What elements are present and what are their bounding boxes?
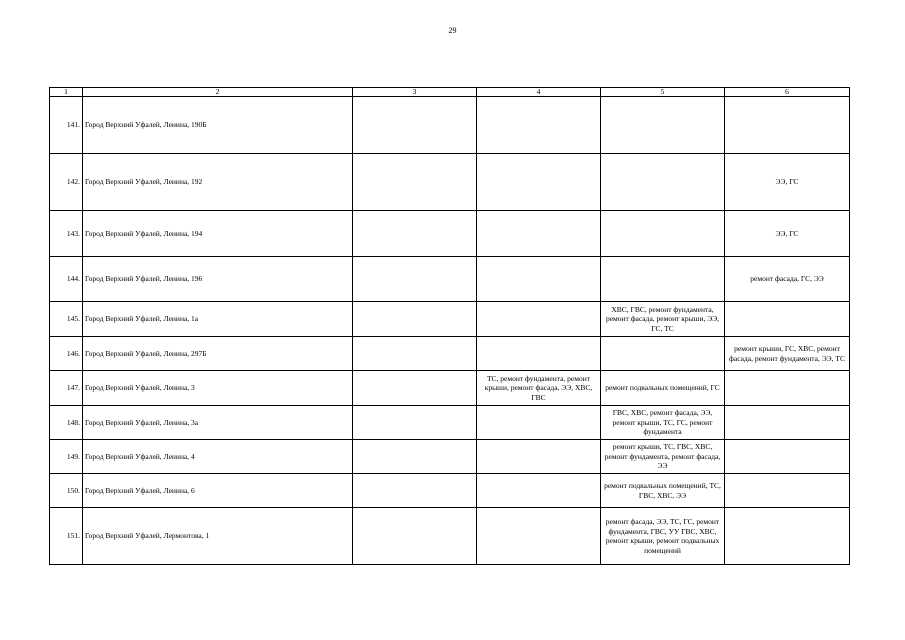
row-cell-5 — [601, 257, 725, 302]
row-address: Город Верхний Уфалей, Ленина, 297Б — [83, 337, 353, 371]
table-row — [50, 97, 850, 154]
row-cell-5: ГВС, ХВС, ремонт фасада, ЭЭ, ремонт крыши, ТС, ГС, ремонт фундамента — [601, 406, 725, 440]
row-cell-5: ремонт подвальных помещений, ТС, ГВС, ХВС, ЭЭ — [601, 474, 725, 508]
row-cell-5: ХВС, ГВС, ремонт фундамента, ремонт фасада, ремонт крыши, ЭЭ, ГС, ТС — [601, 302, 725, 337]
row-cell-6: ремонт фасада, ГС, ЭЭ — [725, 257, 850, 302]
row-cell-3 — [353, 302, 477, 337]
row-cell-3 — [353, 406, 477, 440]
row-address: Город Верхний Уфалей, Ленина, 196 — [83, 257, 353, 302]
row-cell-3 — [353, 257, 477, 302]
row-address: Город Верхний Уфалей, Ленина, 192 — [83, 154, 353, 211]
column-header-1: 1 — [50, 88, 83, 97]
row-cell-3 — [353, 211, 477, 257]
row-cell-3 — [353, 474, 477, 508]
row-number: 143. — [50, 211, 83, 257]
table-row — [50, 508, 850, 565]
row-cell-6: ЭЭ, ГС — [725, 154, 850, 211]
row-cell-3 — [353, 337, 477, 371]
row-number: 145. — [50, 302, 83, 337]
row-cell-3 — [353, 371, 477, 406]
row-cell-5 — [601, 337, 725, 371]
column-header-3: 3 — [353, 88, 477, 97]
table-row — [50, 406, 850, 440]
row-cell-4 — [477, 406, 601, 440]
row-cell-6: ЭЭ, ГС — [725, 211, 850, 257]
row-cell-5 — [601, 154, 725, 211]
row-cell-6: ремонт крыши, ГС, ХВС, ремонт фасада, ремонт фундамента, ЭЭ, ТС — [725, 337, 850, 371]
table-row — [50, 211, 850, 257]
row-cell-3 — [353, 440, 477, 474]
row-cell-5: ремонт подвальных помещений, ГС — [601, 371, 725, 406]
row-cell-6 — [725, 474, 850, 508]
row-cell-4 — [477, 211, 601, 257]
column-header-5: 5 — [601, 88, 725, 97]
table-row — [50, 302, 850, 337]
table-row — [50, 371, 850, 406]
row-cell-6 — [725, 371, 850, 406]
row-address: Город Верхний Уфалей, Ленина, 4 — [83, 440, 353, 474]
row-number: 141. — [50, 97, 83, 154]
row-cell-6 — [725, 97, 850, 154]
header-row — [50, 88, 850, 97]
row-cell-5 — [601, 211, 725, 257]
row-cell-5 — [601, 97, 725, 154]
row-cell-3 — [353, 154, 477, 211]
row-cell-4 — [477, 257, 601, 302]
column-header-2: 2 — [83, 88, 353, 97]
row-cell-4 — [477, 508, 601, 565]
table-row — [50, 474, 850, 508]
row-cell-6 — [725, 302, 850, 337]
row-cell-5: ремонт фасада, ЭЭ, ТС, ГС, ремонт фундамента, ГВС, УУ ГВС, ХВС, ремонт крыши, ремонт подвальных помещений — [601, 508, 725, 565]
row-cell-4 — [477, 302, 601, 337]
row-number: 151. — [50, 508, 83, 565]
row-number: 144. — [50, 257, 83, 302]
row-number: 142. — [50, 154, 83, 211]
row-address: Город Верхний Уфалей, Ленина, 194 — [83, 211, 353, 257]
row-cell-4 — [477, 337, 601, 371]
row-address: Город Верхний Уфалей, Ленина, 1а — [83, 302, 353, 337]
row-cell-4: ТС, ремонт фундамента, ремонт крыши, ремонт фасада, ЭЭ, ХВС, ГВС — [477, 371, 601, 406]
row-cell-4 — [477, 440, 601, 474]
row-number: 146. — [50, 337, 83, 371]
row-number: 150. — [50, 474, 83, 508]
row-cell-4 — [477, 154, 601, 211]
row-address: Город Верхний Уфалей, Ленина, 3 — [83, 371, 353, 406]
row-cell-3 — [353, 508, 477, 565]
column-header-6: 6 — [725, 88, 850, 97]
table-row — [50, 440, 850, 474]
row-cell-4 — [477, 97, 601, 154]
column-header-4: 4 — [477, 88, 601, 97]
row-address: Город Верхний Уфалей, Ленина, 190Б — [83, 97, 353, 154]
row-cell-6 — [725, 508, 850, 565]
row-address: Город Верхний Уфалей, Ленина, 6 — [83, 474, 353, 508]
program-table — [49, 87, 850, 565]
row-address: Город Верхний Уфалей, Лермонтова, 1 — [83, 508, 353, 565]
row-number: 148. — [50, 406, 83, 440]
page-number: 29 — [448, 26, 457, 35]
row-number: 147. — [50, 371, 83, 406]
row-address: Город Верхний Уфалей, Ленина, 3а — [83, 406, 353, 440]
table-row — [50, 337, 850, 371]
row-cell-4 — [477, 474, 601, 508]
row-number: 149. — [50, 440, 83, 474]
row-cell-5: ремонт крыши, ТС, ГВС, ХВС, ремонт фундамента, ремонт фасада, ЭЭ — [601, 440, 725, 474]
row-cell-3 — [353, 97, 477, 154]
table-row — [50, 257, 850, 302]
row-cell-6 — [725, 440, 850, 474]
table-row — [50, 154, 850, 211]
row-cell-6 — [725, 406, 850, 440]
